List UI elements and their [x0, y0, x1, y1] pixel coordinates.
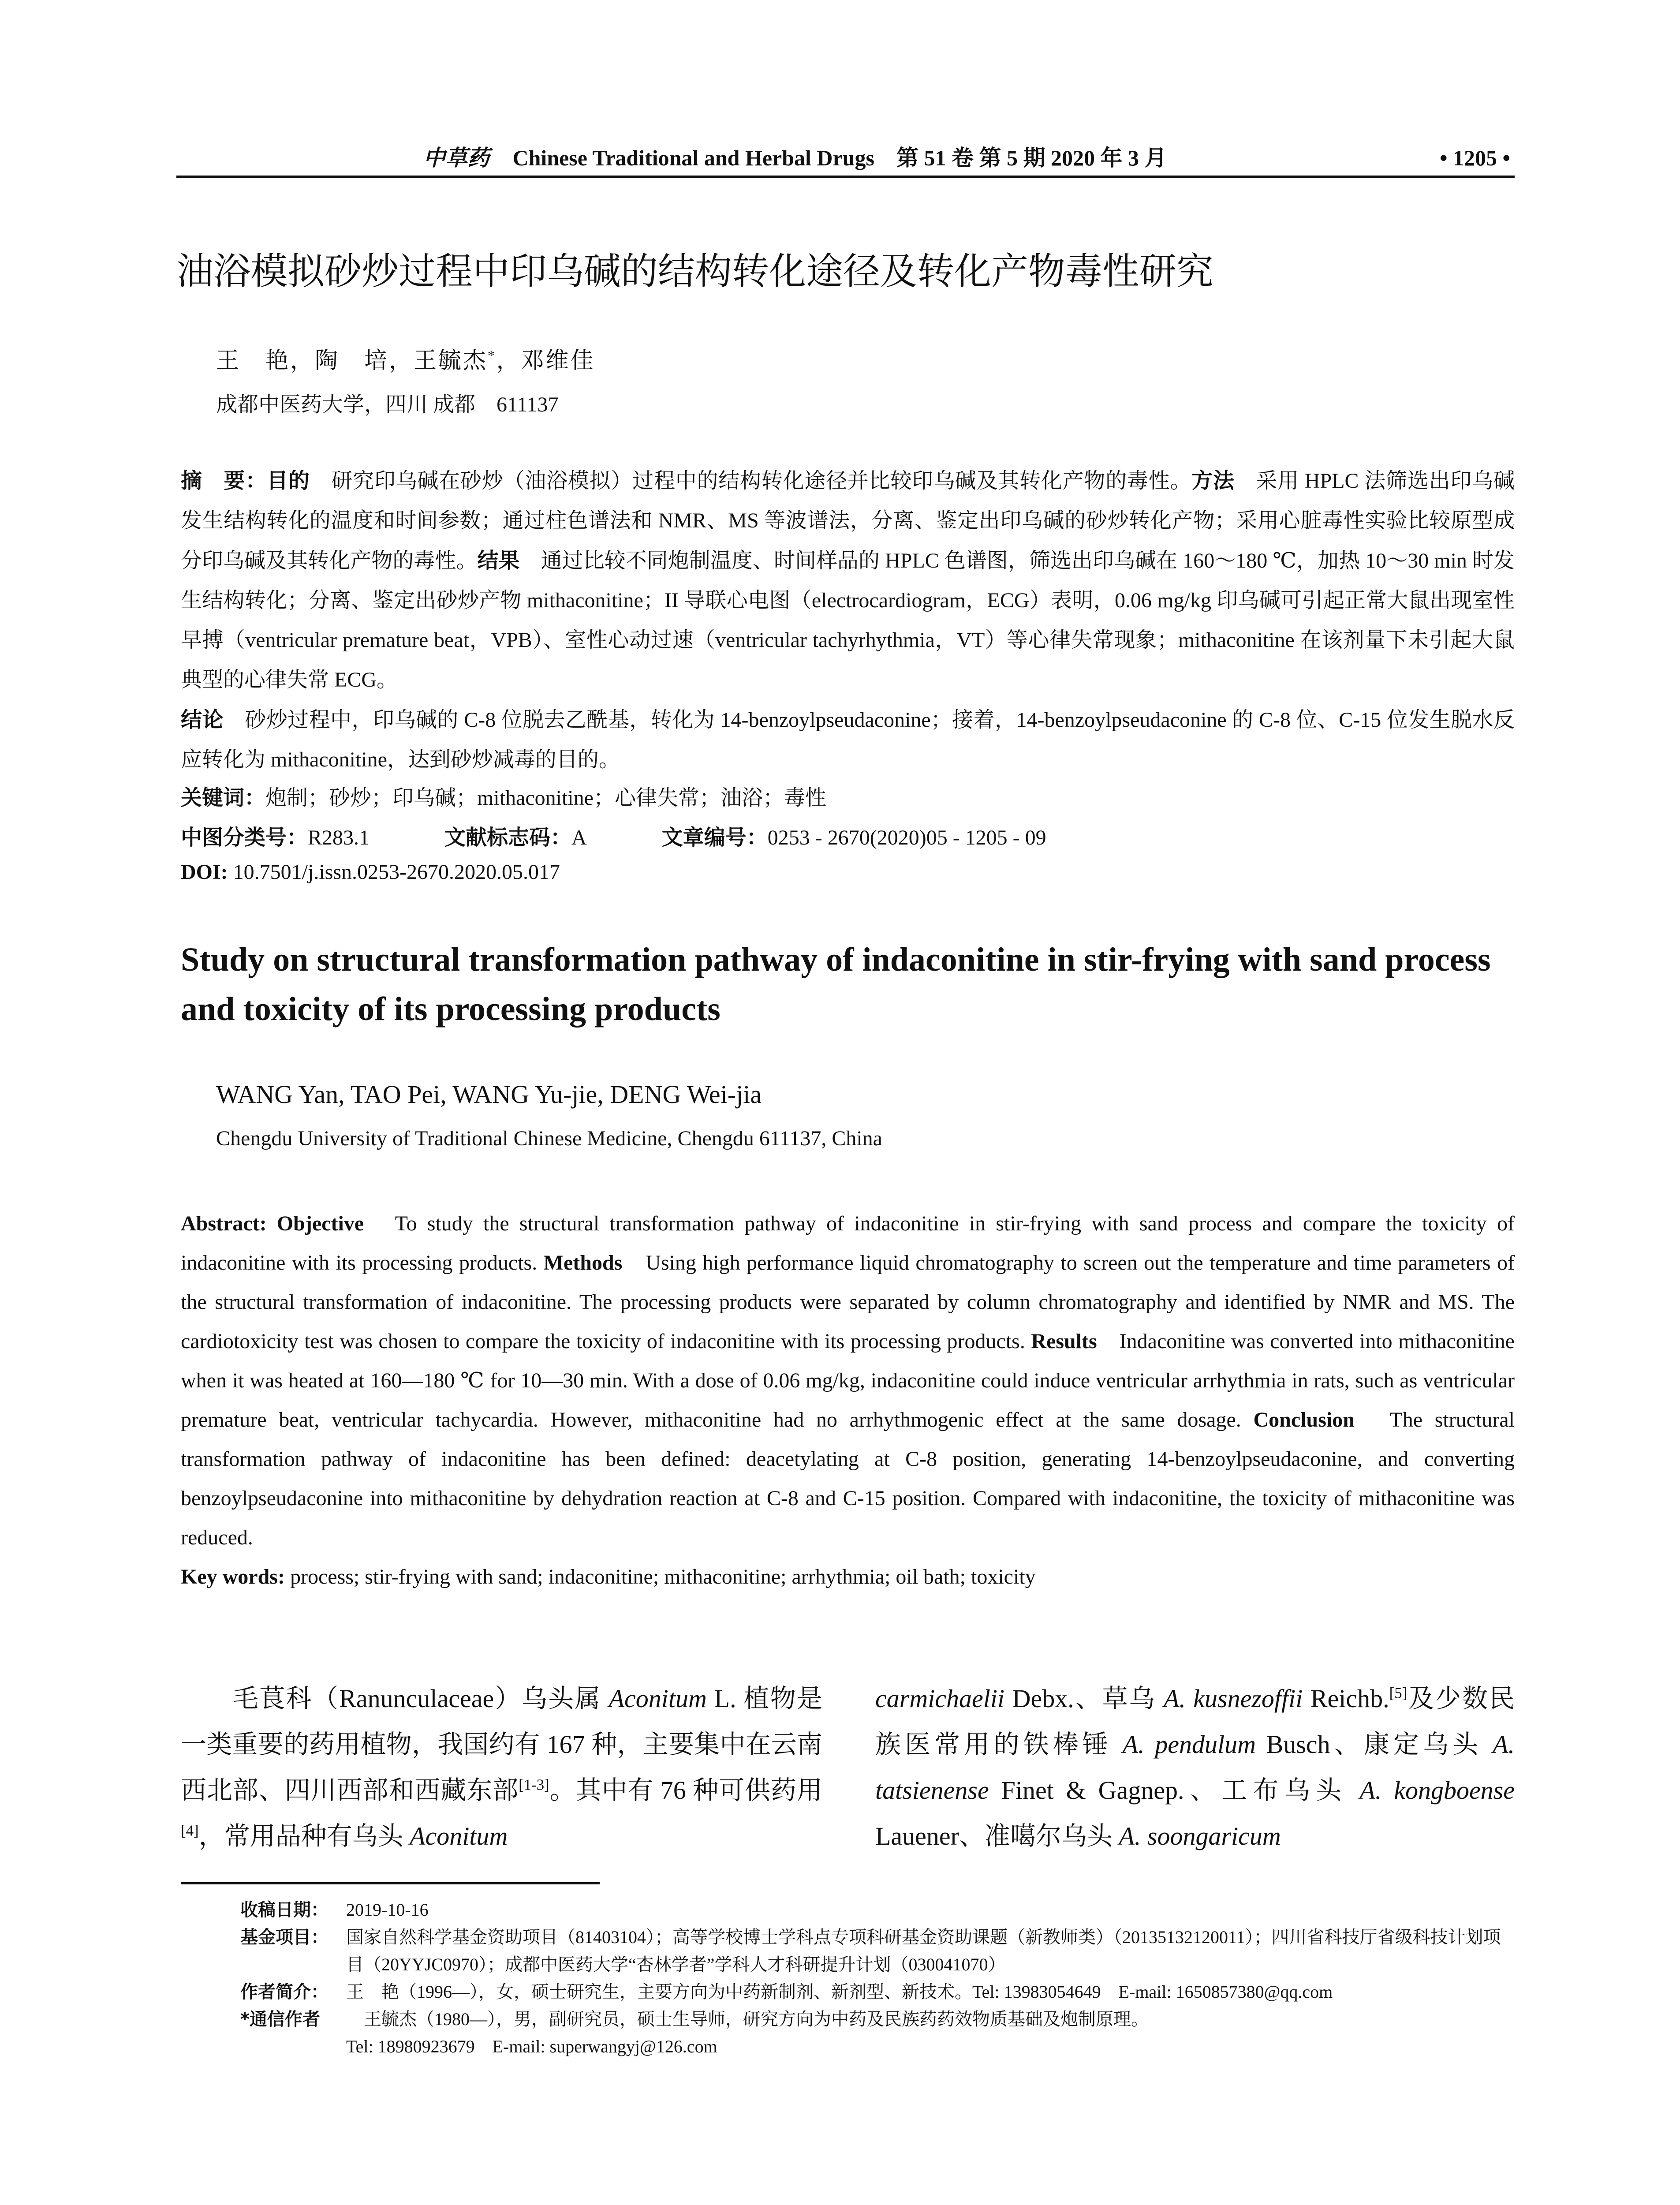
- cn-methods-label: 方法: [1191, 468, 1235, 493]
- journal-logo: 中草药: [423, 146, 489, 170]
- clc-label: 中图分类号：: [181, 825, 308, 850]
- cn-methods: 采用 HPLC 法筛选出印乌碱发生结构转化的温度和时间参数；通过柱色谱法和 NMR、MS 等波谱法，分离、鉴定出印乌碱的砂炒转化产物；采用心脏毒性实验比较原型成分印乌碱及其转化产物的毒性。: [181, 469, 1515, 572]
- chinese-abstract: [181, 461, 1515, 780]
- doi-value: 10.7501/j.issn.0253-2670.2020.05.017: [228, 860, 560, 884]
- corresponding-mark: *: [488, 348, 497, 363]
- doi-line: [181, 860, 560, 884]
- body-right-2: Reichb.: [1303, 1684, 1389, 1713]
- footnote-received: [240, 1896, 1515, 1924]
- body-left-1: 毛茛科（Ranunculaceae）乌头属: [233, 1684, 609, 1713]
- en-methods: Using high performance liquid chromatography to screen out the temperature and time parameters of the structural transformation of indaconitine. The processing products were separated by column chromatography and identified by NMR and MS. The cardiotoxicity test was chosen to compare the toxicity of indaconitine with its processing products.: [181, 1251, 1515, 1353]
- doi-label: DOI:: [181, 860, 228, 884]
- author-label: 作者简介：: [240, 1982, 329, 2002]
- footnote-author: [240, 1978, 1515, 2006]
- received-label: 收稿日期：: [240, 1900, 329, 1920]
- body-right-sp5: A. kongboense: [1359, 1776, 1515, 1805]
- body-right-6: Lauener、准噶尔乌头: [875, 1822, 1119, 1850]
- body-left-2: L. 植物是一类重要的药用植物，我国约有 167 种，主要集中在云南西北部、四川西部和西藏东部: [181, 1684, 822, 1805]
- footnotes: [240, 1896, 1515, 2060]
- doccode-value: A: [571, 826, 587, 849]
- chinese-title: 油浴模拟砂炒过程中印乌碱的结构转化途径及转化产物毒性研究: [176, 250, 1214, 293]
- body-right-4: Busch、康定乌头: [1256, 1730, 1493, 1759]
- en-results-label: Results: [1031, 1330, 1097, 1353]
- fund-text: 国家自然科学基金资助项目（81403104）；高等学校博士学科点专项科研基金资助课题（新教师类）（20135132120011）；四川省科技厅省级科技计划项目（20YYJC0970）；成都中医药大学“杏林学者”学科人才科研提升计划（030041070）: [346, 1927, 1501, 1974]
- cn-results: 通过比较不同炮制温度、时间样品的 HPLC 色谱图，筛选出印乌碱在 160～180 ℃，加热 10～30 min 时发生结构转化；分离、鉴定出砂炒产物 mithaconitine；II 导联心电图（electrocardiogram，ECG）表明，0.06 mg/kg 印乌碱可引起正常大鼠出现室性早搏（ventricular premature beat，VPB）、室性心动过速（ventricular tachyrhythmia，VT）等心律失常现象；mithaconitine 在该剂量下未引起大鼠典型的心律失常 ECG。: [181, 549, 1515, 691]
- body-left-genus: Aconitum: [609, 1684, 707, 1713]
- header-journal-issue: Chinese Traditional and Herbal Drugs 第 51 卷 第 5 期 2020 年 3 月: [512, 146, 1167, 170]
- citation-1-3: [1-3]: [519, 1776, 549, 1794]
- en-methods-label: Methods: [543, 1251, 623, 1274]
- page-number: • 1205 •: [1439, 146, 1510, 170]
- citation-5: [5]: [1389, 1684, 1407, 1702]
- header-center: [423, 140, 1166, 176]
- cn-objective-label: 目的: [267, 468, 310, 493]
- body-right-5: Finet & Gagnep.、工布乌头: [989, 1776, 1360, 1805]
- fund-label: 基金项目：: [240, 1927, 329, 1947]
- body-right-sp3: A. pendulum: [1122, 1730, 1256, 1759]
- body-column-left: [181, 1676, 822, 1859]
- cn-keywords-text: 炮制；砂炒；印乌碱；mithaconitine；心律失常；油浴；毒性: [265, 786, 826, 810]
- body-right-3: 及少数民族医常用的铁棒锤: [875, 1684, 1515, 1759]
- chinese-author-list: 王 艳，陶 培，王毓杰: [216, 348, 488, 374]
- en-abstract-label: Abstract: Objective: [181, 1212, 364, 1235]
- running-header: [176, 140, 1515, 178]
- footnote-corresponding: [240, 2006, 1515, 2060]
- cn-keywords-label: 关键词：: [181, 785, 266, 810]
- body-left-4: ，常用品种有乌头: [198, 1822, 410, 1850]
- body-right-1: Debx.、草乌: [1004, 1684, 1164, 1713]
- english-abstract: [181, 1204, 1515, 1596]
- corr-label: *通信作者: [240, 2009, 320, 2029]
- received-date: 2019-10-16: [346, 1900, 429, 1920]
- article-no-label: 文章编号：: [661, 825, 768, 850]
- chinese-affiliation: 成都中医药大学，四川 成都 611137: [216, 393, 559, 416]
- article-no-value: 0253 - 2670(2020)05 - 1205 - 09: [767, 826, 1046, 849]
- citation-4: [4]: [181, 1822, 199, 1839]
- cn-results-label: 结果: [477, 548, 520, 573]
- chinese-authors: [216, 342, 595, 375]
- cn-objective: 研究印乌碱在砂炒（油浴模拟）过程中的结构转化途径并比较印乌碱及其转化产物的毒性。: [310, 469, 1192, 493]
- clc-value: R283.1: [308, 826, 370, 849]
- author-text: 王 艳（1996—），女，硕士研究生，主要方向为中药新制剂、新剂型、新技术。Tel: 13983054649 E-mail: 1650857380@qq.com: [346, 1982, 1333, 2002]
- body-right-sp1: carmichaelii: [875, 1684, 1005, 1713]
- en-conclusion: The structural transformation pathway of indaconitine has been defined: deacetylating at C-8 position, generating 14-benzoylpseudaconine, and converting benzoylpseudaconine into mithaconitine by dehydration reaction at C-8 and C-15 position. Compared with indaconitine, the toxicity of mithaconitine was reduced.: [181, 1408, 1515, 1549]
- classification-line: [181, 820, 1046, 851]
- cn-conclusion-label: 结论: [181, 707, 224, 732]
- body-left-genus-2: Aconitum: [410, 1822, 508, 1850]
- chinese-author-tail: ，邓维佳: [496, 348, 595, 374]
- english-title: Study on structural transformation pathway of indaconitine in stir-frying with sand process and toxicity of its processing products: [181, 941, 1491, 1028]
- doccode-label: 文献标志码：: [444, 825, 572, 850]
- body-column-right: [875, 1676, 1515, 1859]
- body-right-sp4: A. tatsienense: [875, 1730, 1515, 1805]
- body-right-sp2: A. kusnezoffii: [1163, 1684, 1303, 1713]
- en-results: Indaconitine was converted into mithaconitine when it was heated at 160—180 ℃ for 10—30 min. With a dose of 0.06 mg/kg, indaconitine could induce ventricular arrhythmia in rats, such as ventricular premature beat, ventricular tachycardia. However, mithaconitine had no arrhythmogenic effect at the same dosage.: [181, 1330, 1515, 1431]
- en-objective: To study the structural transformation pathway of indaconitine in stir-frying with sand process and compare the toxicity of indaconitine with its processing products.: [181, 1212, 1515, 1274]
- footnote-fund: [240, 1924, 1515, 1978]
- cn-keywords: [181, 781, 826, 811]
- footnote-divider: [181, 1882, 600, 1884]
- cn-conclusion: 砂炒过程中，印乌碱的 C-8 位脱去乙酰基，转化为 14-benzoylpseudaconine；接着，14-benzoylpseudaconine 的 C-8 位、C-15 位发生脱水反应转化为 mithaconitine，达到砂炒减毒的目的。: [181, 708, 1515, 771]
- en-keywords-label: Key words:: [181, 1565, 285, 1588]
- cn-abstract-label: 摘 要：: [181, 468, 267, 493]
- corr-text: 王毓杰（1980—），男，副研究员，硕士生导师，研究方向为中药及民族药药效物质基础及炮制原理。: [346, 2009, 1149, 2029]
- en-conclusion-label: Conclusion: [1253, 1408, 1355, 1431]
- body-left-3: 。其中有 76 种可供药用: [549, 1776, 822, 1805]
- english-authors: WANG Yan, TAO Pei, WANG Yu-jie, DENG Wei-jia: [216, 1080, 762, 1109]
- english-affiliation: Chengdu University of Traditional Chinese Medicine, Chengdu 611137, China: [216, 1127, 882, 1150]
- corr-contact: Tel: 18980923679 E-mail: superwangyj@126.com: [346, 2037, 717, 2056]
- body-right-sp6: A. soongaricum: [1119, 1822, 1281, 1850]
- en-keywords: process; stir-frying with sand; indaconitine; mithaconitine; arrhythmia; oil bath; toxicity: [284, 1565, 1036, 1588]
